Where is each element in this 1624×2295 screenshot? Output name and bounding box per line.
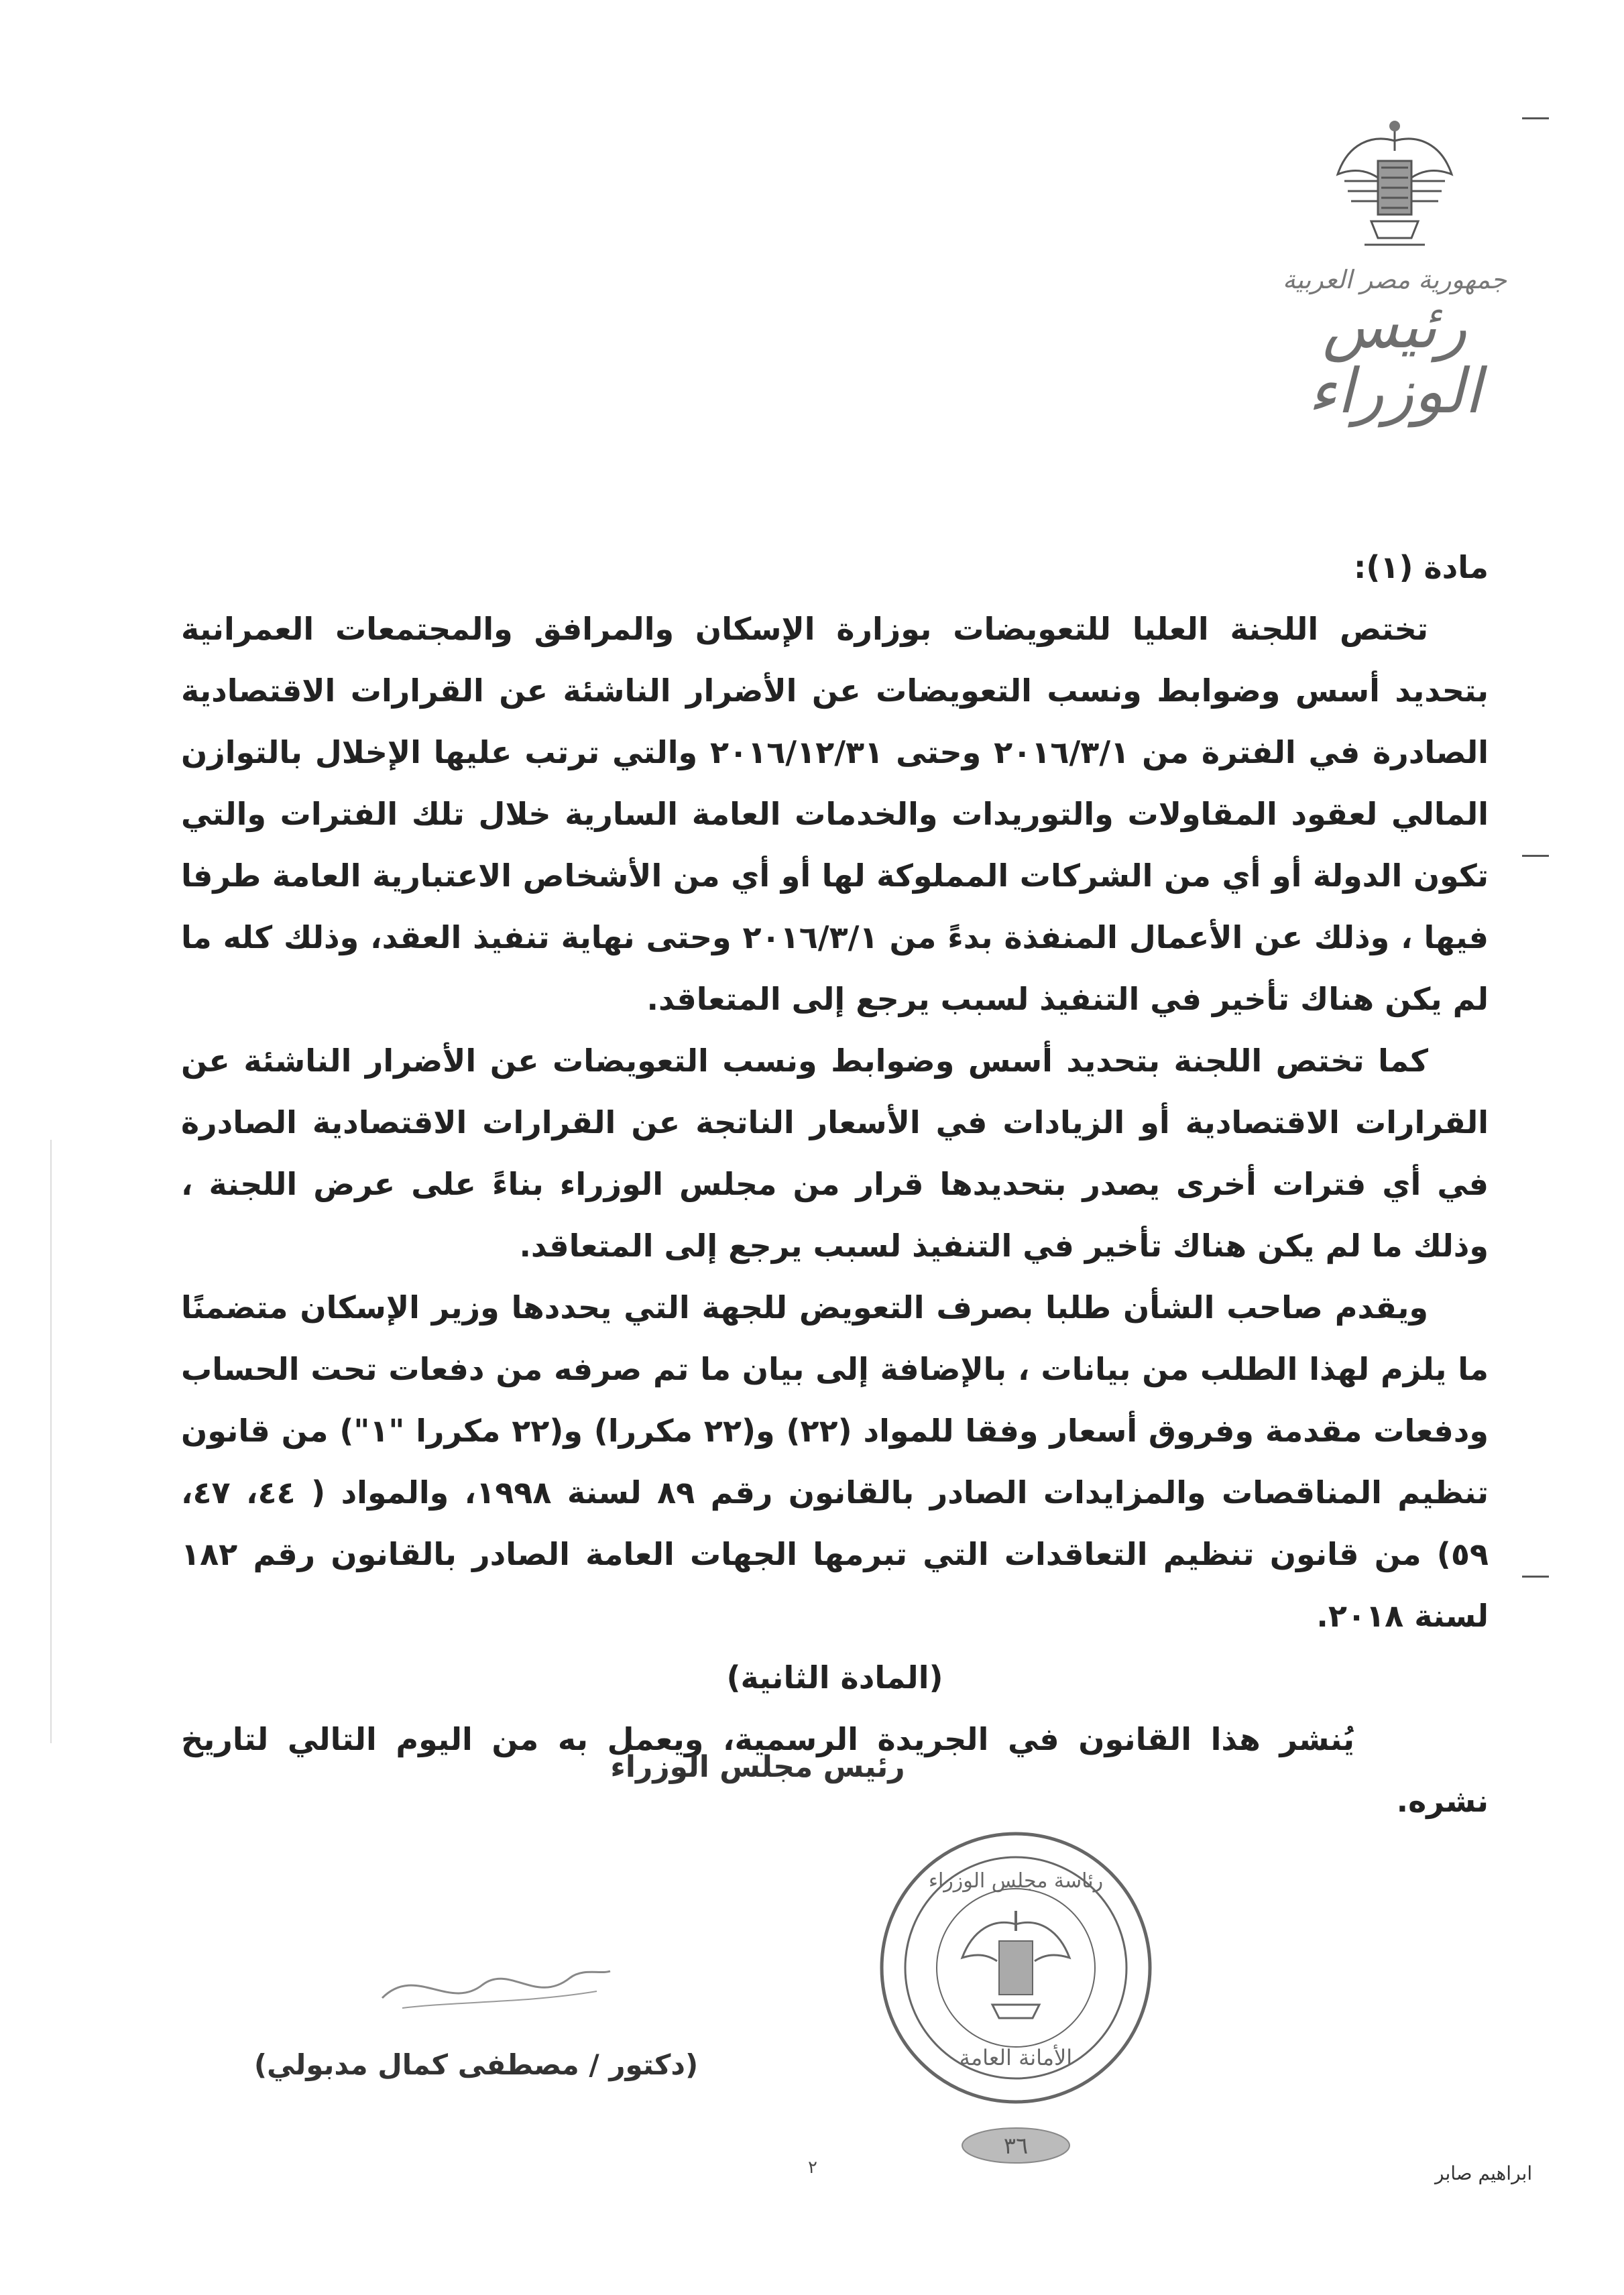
page-number: ٢	[808, 2158, 817, 2178]
scan-mark	[50, 1140, 52, 1743]
signature-icon	[375, 1944, 617, 2025]
scan-mark	[1522, 1576, 1549, 1578]
letterhead-office: رئيس الوزراء	[1308, 290, 1482, 427]
article2-text: يُنشر هذا القانون في الجريدة الرسمية، ويعمل به من اليوم التالي لتاريخ نشره.	[181, 1721, 1489, 1819]
clerk-name: ابراهيم صابر	[1435, 2162, 1533, 2184]
article1-paragraph-1: تختص اللجنة العليا للتعويضات بوزارة الإسكان والمرافق والمجتمعات العمرانية بتحديد أسس وضوابط ونسب التعويضات عن الأضرار الناشئة عن القرارات الاقتصادية الصادرة في الفترة من ٢٠١٦/٣/١ وحتى ٢٠١٦/١٢/٣١ والتي ترتب عليها الإخلال بالتوازن المالي لعقود المقاولات والتوريدات والخدمات العامة السارية خلال تلك الفترات والتي تكون الدولة أو أي من الشركات المملوكة لها أو أي من الأشخاص الاعتبارية العامة طرفا فيها ، وذلك عن الأعمال المنفذة بدءً من ٢٠١٦/٣/١ وحتى نهاية تنفيذ العقد، وذلك كله ما لم يكن هناك تأخير في التنفيذ لسبب يرجع إلى المتعاقد.	[181, 611, 1489, 1017]
seal-number: ٣٦	[1003, 2133, 1029, 2160]
letterhead-country: جمهورية مصر العربية	[1282, 265, 1507, 294]
article1-paragraph-2: كما تختص اللجنة بتحديد أسس وضوابط ونسب التعويضات عن الأضرار الناشئة عن القرارات الاقتصادية أو الزيادات في الأسعار الناتجة عن القرارات الاقتصادية الصادرة في أي فترات أخرى يصدر بتحديدها قرار من مجلس الوزراء بناءً على عرض اللجنة ، وذلك ما لم يكن هناك تأخير في التنفيذ لسبب يرجع إلى المتعاقد.	[181, 1043, 1489, 1264]
seal-ring-text: رئاسة مجلس الوزراء	[928, 1869, 1104, 1893]
scan-mark	[1522, 855, 1549, 857]
signer-name: (دكتور / مصطفى كمال مدبولي)	[253, 2048, 699, 2081]
seal-bottom-text: الأمانة العامة	[959, 2045, 1073, 2070]
eagle-emblem-icon	[1331, 114, 1458, 255]
law-body	[181, 536, 1489, 1832]
signer-title: رئيس مجلس الوزراء	[610, 1750, 905, 1784]
article1-paragraph-3: ويقدم صاحب الشأن طلبا بصرف التعويض للجهة التي يحددها وزير الإسكان متضمنًا ما يلزم لهذا الطلب من بيانات ، بالإضافة إلى بيان ما تم صرفه من دفعات تحت الحساب ودفعات مقدمة وفروق أسعار وفقا للمواد (٢٢) و(٢٢ مكررا) و(٢٢ مكررا "١") من قانون تنظيم المناقصات والمزايدات الصادر بالقانون رقم ٨٩ لسنة ١٩٩٨، والمواد ( ٤٤، ٤٧، ٥٩) من قانون تنظيم التعاقدات التي تبرمها الجهات العامة الصادر بالقانون رقم ١٨٢ لسنة ٢٠١٨.	[181, 1289, 1489, 1634]
letterhead	[1267, 265, 1522, 427]
scan-mark	[1522, 117, 1549, 119]
article2-heading: (المادة الثانية)	[726, 1659, 943, 1696]
article1-heading: مادة (١):	[1353, 549, 1489, 585]
official-seal-icon	[855, 1824, 1177, 2172]
